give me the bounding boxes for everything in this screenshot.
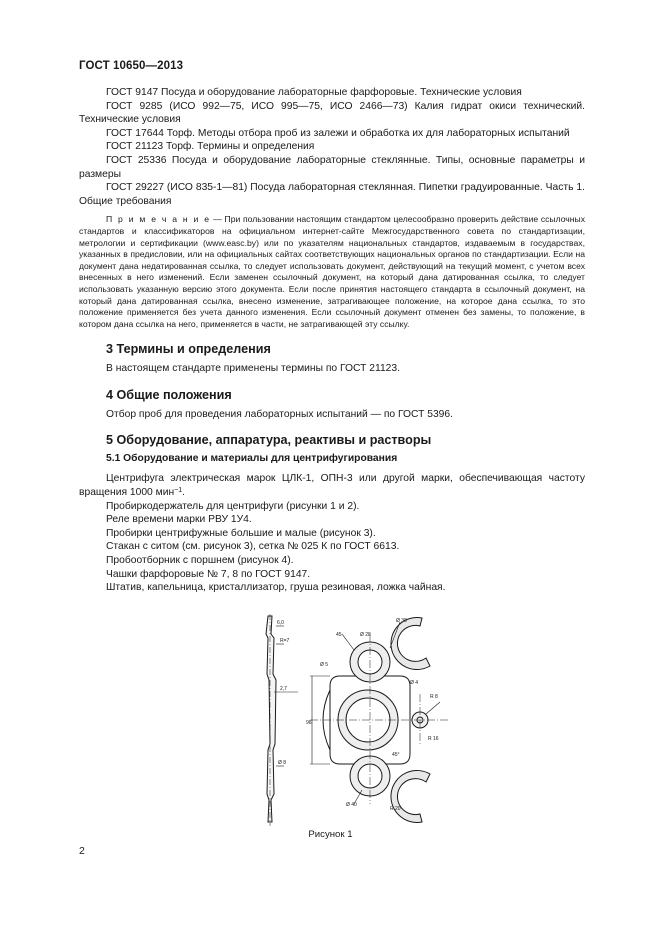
dim-label: R 16 [428, 736, 439, 742]
equipment-item-porcelain-cups: Чашки фарфоровые № 7, 8 по ГОСТ 9147. [106, 568, 311, 580]
equipment-item-timer-relay: Реле времени марки РВУ 1У4. [106, 514, 252, 526]
dim-label: Ø 8 [278, 760, 287, 766]
equipment-item-tubes: Пробирки центрифужные большие и малые (рисунок 3). [106, 527, 376, 539]
reference-gost-9285: ГОСТ 9285 (ИСО 992—75, ИСО 995—75, ИСО 2466—73) Калия гидрат окиси технический. Технические условия [79, 100, 585, 126]
reference-gost-9147: ГОСТ 9147 Посуда и оборудование лабораторные фарфоровые. Технические условия [106, 87, 522, 98]
dim-label: Ø 40 [346, 802, 357, 808]
page-number: 2 [79, 845, 85, 857]
equipment-item-misc: Штатив, капельница, кристаллизатор, груша резиновая, ложка чайная. [106, 582, 446, 594]
dim-label: R 8 [430, 694, 438, 700]
equipment-item-beaker-sieve: Стакан с ситом (см. рисунок 3), сетка № 025 К по ГОСТ 6613. [106, 541, 400, 553]
document-body [79, 86, 585, 595]
side-profile [266, 616, 276, 822]
dim-label: R 20 [390, 806, 401, 812]
section-5-1-heading: 5.1 Оборудование и материалы для центрифугирования [106, 453, 398, 465]
section-4-heading: 4 Общие положения [106, 387, 232, 402]
dim-label: Ø 4 [410, 680, 419, 686]
dim-label: 96 [306, 720, 312, 726]
dim-label: Ø 38 [396, 618, 407, 624]
reference-gost-29227: ГОСТ 29227 (ИСО 835-1—81) Посуда лабораторная стеклянная. Пипетки градуированные. Часть 1. Общие требования [79, 182, 585, 207]
section-3-text: В настоящем стандарте применены термины по ГОСТ 21123. [106, 363, 400, 375]
dim-label: Ø 28 [360, 632, 371, 638]
dim-label: 6,0 [277, 620, 284, 626]
note-paragraph [79, 214, 585, 330]
figure-caption: Рисунок 1 [308, 829, 353, 840]
reference-gost-25336: ГОСТ 25336 Посуда и оборудование лабораторные стеклянные. Типы, основные параметры и размеры [79, 154, 585, 180]
section-3-heading: 3 Термины и определения [106, 342, 271, 357]
note-text: — При пользовании настоящим стандартом целесообразно проверить действие ссылочных стандартов и классификаторов на официальном интернет-сайте Межгосударственного совета по стандартизации, метрологии и сертификации (www.easc.by) или по указателям национальных стандартов, издаваемым в государствах, указанных в предисловии, или на официальных сайтах соответствующих национальных органов по стандартизации. Если на документ дана недатированная ссылка, то следует использовать документ, действующий на текущий момент, с учетом всех внесенных в него изменений. Если заменен ссылочный документ, на который дана датированная ссылка, то следует использовать указанную версию этого документа. Если после принятия настоящего стандарта в ссылочный документ, на который дана датированная ссылка, внесено изменение, затрагивающее положение, на которое дана ссылка, то это положение применяется без учета данного изменения. Если ссылочный документ отменен без замены, то положение, в котором дана ссылка на него, применяется в части, не затрагивающей эту ссылку. [79, 214, 586, 329]
dim-label: Ø 5 [320, 662, 329, 668]
top-ring [391, 618, 430, 670]
section-5-heading: 5 Оборудование, аппаратура, реактивы и растворы [106, 433, 432, 448]
note-label: П р и м е ч а н и е [106, 214, 211, 225]
equipment-item-centrifuge: Центрифуга электрическая марок ЦЛК-1, ОПН-3 или другой марки, обеспечивающая частоту вращения 1000 мин$^{-1}$. [79, 473, 585, 499]
bottom-ring [391, 770, 430, 822]
dim-label: 2,7 [280, 686, 287, 692]
equipment-item-sampler: Пробоотборник с поршнем (рисунок 4). [106, 555, 294, 567]
document-header: ГОСТ 10650—2013 [79, 60, 184, 72]
equipment-item-tube-holder: Пробиркодержатель для центрифуги (рисунки 1 и 2). [106, 500, 360, 512]
reference-gost-21123: ГОСТ 21123 Торф. Термины и определения [106, 141, 315, 153]
dim-label: R=7 [280, 638, 290, 644]
figure-1-drawing [250, 614, 462, 826]
dim-label: 45 [336, 632, 342, 638]
reference-gost-17644: ГОСТ 17644 Торф. Методы отбора проб из залежи и обработка их для лабораторных испытаний [106, 127, 570, 139]
section-4-text: Отбор проб для проведения лабораторных испытаний — по ГОСТ 5396. [106, 408, 454, 420]
dim-label: 45° [392, 752, 400, 758]
